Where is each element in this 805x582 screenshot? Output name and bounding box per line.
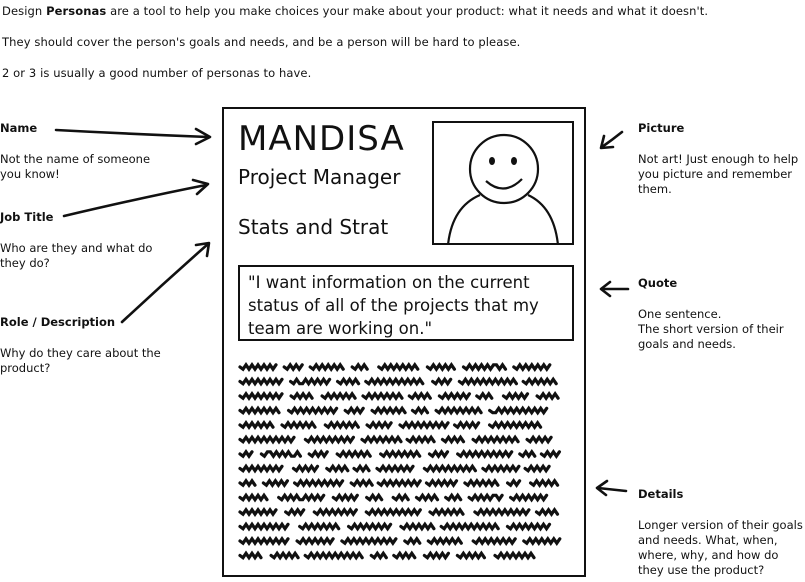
details-scribble-word	[417, 495, 438, 499]
note-details-heading: Details	[638, 487, 684, 501]
details-scribble-word	[240, 553, 261, 557]
details-scribble-word	[475, 510, 529, 514]
details-scribble-word	[458, 452, 512, 456]
details-scribble-word	[520, 452, 535, 456]
details-scribble-word	[427, 481, 457, 485]
details-scribble-word	[240, 481, 255, 485]
details-scribble-word	[363, 394, 402, 398]
details-scribble-word	[377, 466, 413, 470]
details-scribble-word	[240, 394, 282, 398]
smiley-person-icon	[434, 123, 572, 243]
persona-role: Stats and Strat	[238, 215, 389, 239]
details-scribble-word	[327, 466, 348, 470]
details-scribble-word	[371, 553, 386, 557]
details-scribble-word	[240, 466, 282, 470]
details-scribble-word	[490, 423, 541, 427]
details-scribble-word	[279, 495, 324, 499]
note-quote-body-line2: The short version of their goals and needs.	[638, 322, 784, 351]
details-scribble-word	[430, 452, 448, 456]
details-scribble-word	[441, 524, 498, 528]
details-scribble-word	[537, 510, 558, 514]
details-scribble-word	[427, 365, 454, 369]
note-role-body: Why do they care about the product?	[0, 346, 161, 375]
details-scribble-word	[400, 423, 448, 427]
note-job-title-heading: Job Title	[0, 210, 54, 224]
details-scribble-word	[477, 394, 492, 398]
details-scribble-word	[366, 510, 420, 514]
details-scribble-word	[473, 539, 515, 543]
details-scribble-word	[495, 553, 534, 557]
note-name	[0, 121, 160, 182]
note-picture-body: Not art! Just enough to help you picture and remember them.	[638, 152, 799, 196]
details-scribble-word	[413, 408, 428, 412]
details-scribble-word	[527, 437, 551, 441]
details-scribble-word	[443, 437, 464, 441]
details-scribble-word	[366, 379, 423, 383]
details-scribble-word	[464, 365, 506, 369]
details-scribble-word	[514, 365, 550, 369]
details-scribble-word	[295, 481, 343, 485]
details-scribble-word	[430, 510, 463, 514]
details-scribble-word	[240, 365, 276, 369]
details-scribble-word	[367, 423, 391, 427]
details-scribble-word	[436, 408, 481, 412]
details-scribble-word	[439, 394, 469, 398]
details-scribble-word	[354, 466, 369, 470]
note-role	[0, 315, 170, 376]
persona-job-title: Project Manager	[238, 165, 401, 189]
details-scribble-word	[291, 394, 312, 398]
persona-picture	[432, 121, 574, 245]
details-scribble-word	[240, 524, 288, 528]
details-scribble-word	[473, 437, 518, 441]
quote-arrow-icon	[601, 282, 628, 296]
details-scribble-word	[362, 437, 401, 441]
persona-details-scribble	[238, 361, 574, 566]
details-scribble-word	[394, 553, 415, 557]
details-scribble-word	[504, 394, 528, 398]
details-scribble-word	[240, 452, 252, 456]
details-scribble-word	[322, 394, 355, 398]
details-scribble-word	[240, 423, 273, 427]
details-scribble-word	[300, 524, 339, 528]
details-scribble-word	[263, 481, 287, 485]
details-scribble-word	[407, 437, 434, 441]
details-scribble-word	[240, 408, 279, 412]
picture-arrow-icon	[601, 132, 622, 148]
intro-line-2: They should cover the person's goals and needs, and be a person will be hard to please.	[2, 35, 521, 49]
details-scribble-word	[286, 510, 304, 514]
details-scribble-word	[310, 365, 343, 369]
details-scribble-word	[337, 452, 370, 456]
details-scribble-word	[459, 379, 516, 383]
details-scribble-word	[455, 423, 479, 427]
details-scribble-word	[537, 394, 558, 398]
details-scribble-word	[297, 539, 333, 543]
details-scribble-word	[352, 365, 367, 369]
details-scribble-word	[240, 437, 294, 441]
persona-quote: "I want information on the current status of all of the projects that my team are working on."	[238, 265, 574, 341]
details-scribble-word	[401, 524, 434, 528]
note-job-title-body: Who are they and what do they do?	[0, 241, 153, 270]
details-scribble-word	[393, 495, 408, 499]
details-scribble-word	[305, 437, 353, 441]
note-quote-heading: Quote	[638, 276, 678, 290]
intro-line-1: Design Personas are a tool to help you make choices your make about your product: what it needs and what it doesn't.	[2, 4, 709, 18]
details-scribble-word	[424, 553, 448, 557]
note-quote	[638, 276, 803, 352]
details-scribble-word	[378, 481, 420, 485]
details-scribble-word	[333, 495, 357, 499]
details-scribble-word	[325, 423, 358, 427]
details-scribble-word	[424, 466, 475, 470]
details-scribble-word	[289, 408, 337, 412]
details-scribble-word	[524, 539, 560, 543]
details-scribble-word	[349, 524, 391, 528]
intro-line-3: 2 or 3 is usually a good number of personas to have.	[2, 66, 312, 80]
details-scribble-word	[428, 539, 461, 543]
details-scribble-word	[372, 408, 405, 412]
details-scribble-word	[351, 481, 372, 485]
details-scribble-word	[381, 452, 420, 456]
details-scribble-word	[446, 495, 461, 499]
details-scribble-word	[405, 539, 420, 543]
details-scribble-word	[345, 408, 363, 412]
details-scribble-word	[240, 379, 282, 383]
details-scribble-word	[523, 379, 556, 383]
note-name-heading: Name	[0, 121, 38, 135]
details-arrow-icon	[597, 481, 626, 495]
details-scribble-word	[291, 379, 330, 383]
note-details-body: Longer version of their goals and needs. What, when, where, why, and how do they use the product?	[638, 518, 803, 577]
details-scribble-word	[525, 466, 549, 470]
details-scribble-word	[511, 495, 547, 499]
details-scribble-word	[282, 423, 315, 427]
details-scribble-word	[483, 466, 519, 470]
persona-name: MANDISA	[238, 119, 405, 159]
note-picture-heading: Picture	[638, 121, 685, 135]
details-scribble-word	[271, 553, 298, 557]
details-scribble-word	[379, 365, 418, 369]
details-scribble-word	[531, 481, 558, 485]
note-name-body: Not the name of someone you know!	[0, 152, 151, 181]
details-scribble-word	[294, 466, 318, 470]
details-scribble-word	[490, 408, 547, 412]
note-job-title	[0, 210, 160, 271]
details-scribble-word	[409, 394, 430, 398]
persona-card	[222, 107, 586, 577]
details-scribble-word	[457, 553, 484, 557]
note-picture	[638, 121, 803, 197]
details-scribble-word	[465, 481, 498, 485]
note-role-heading: Role / Description	[0, 315, 116, 329]
details-scribble-word	[305, 553, 362, 557]
details-scribble-word	[314, 510, 356, 514]
details-scribble-word	[367, 495, 382, 499]
details-scribble-word	[240, 510, 276, 514]
note-quote-body-line1: One sentence.	[638, 307, 722, 321]
details-scribble-word	[261, 452, 300, 456]
note-details	[638, 487, 803, 578]
details-scribble-word	[469, 495, 502, 499]
details-scribble-word	[338, 379, 359, 383]
details-scribble-word	[342, 539, 396, 543]
details-scribble-word	[433, 379, 451, 383]
details-scribble-word	[284, 365, 302, 369]
details-scribble-word	[309, 452, 327, 456]
details-scribble-word	[240, 539, 288, 543]
details-scribble-word	[508, 481, 520, 485]
details-scribble-word	[541, 452, 559, 456]
details-scribble-word	[240, 495, 267, 499]
details-scribble-word	[508, 524, 550, 528]
